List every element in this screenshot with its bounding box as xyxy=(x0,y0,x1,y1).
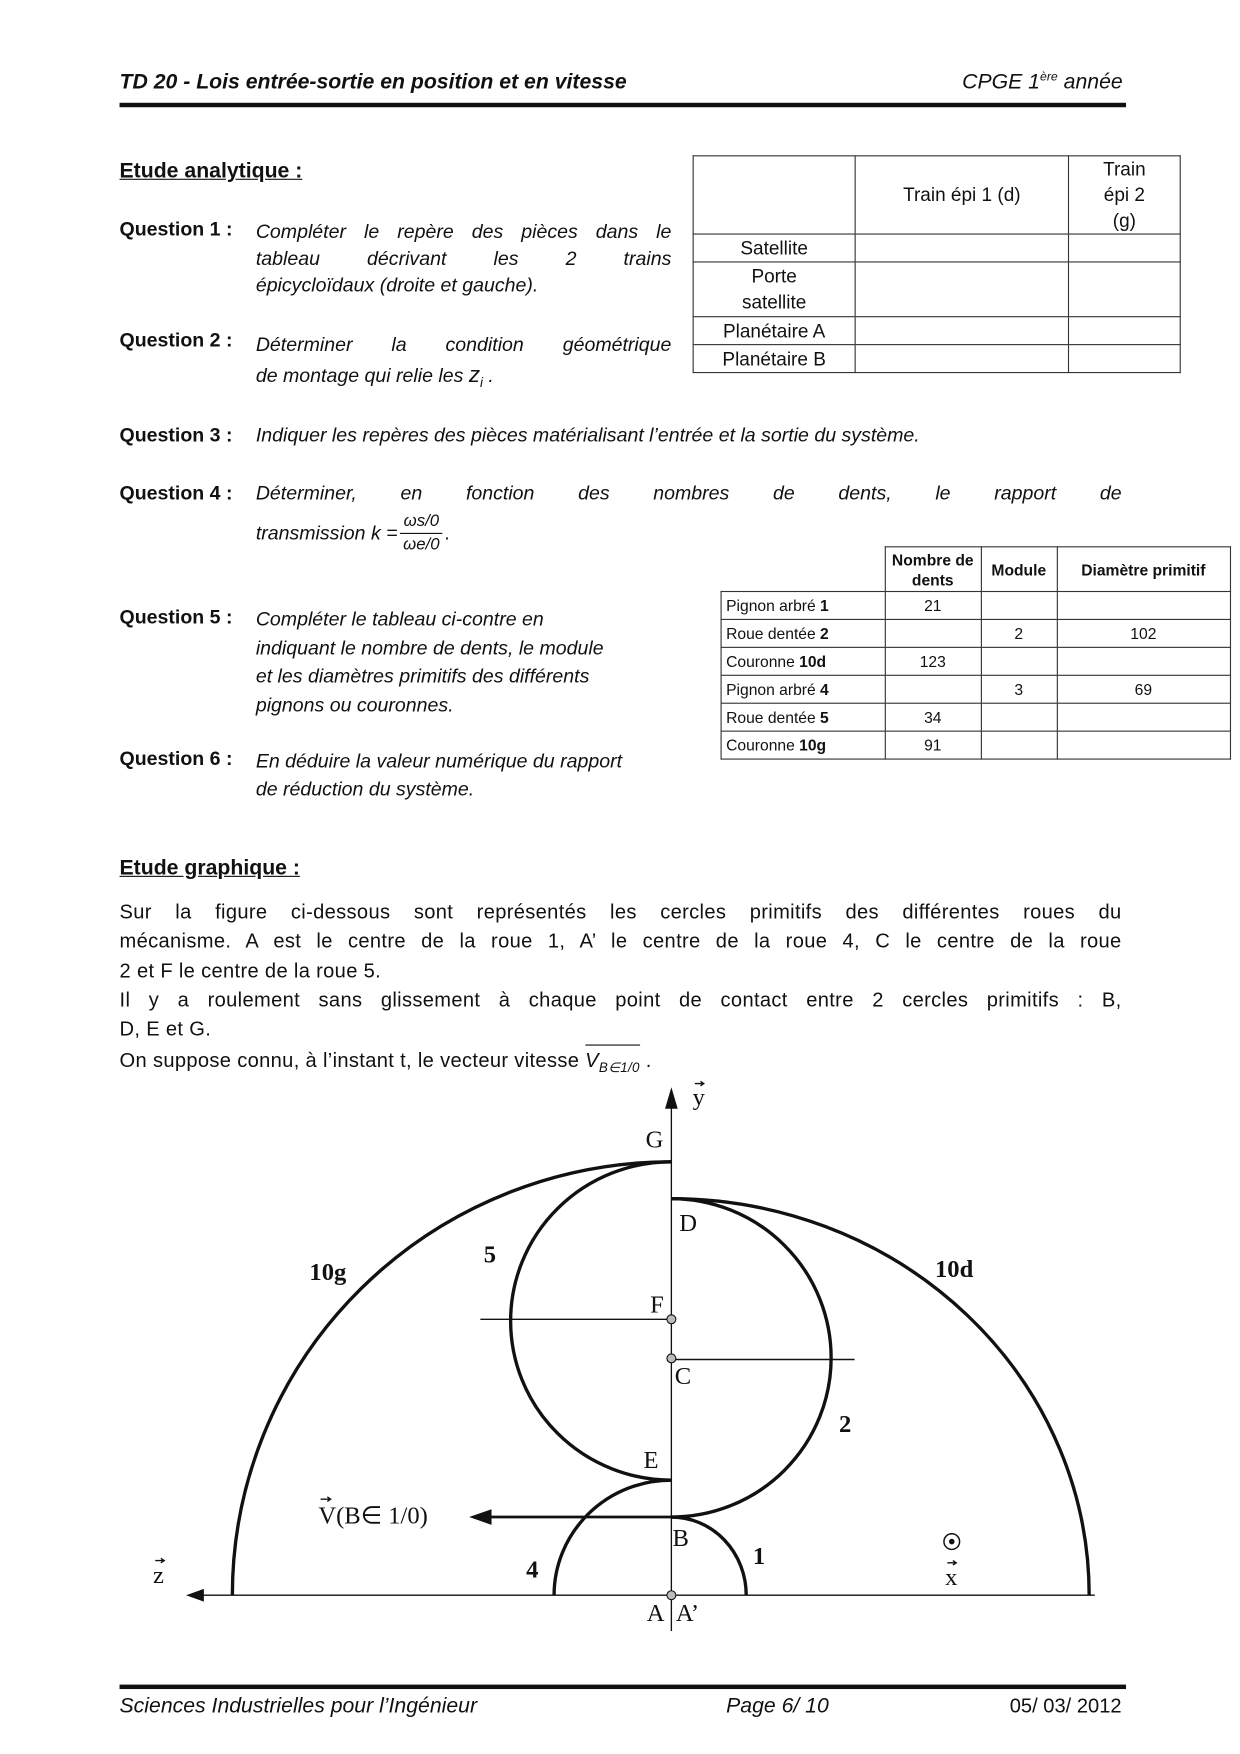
footer-rule xyxy=(120,1685,1127,1689)
teeth-cell[interactable]: 34 xyxy=(885,703,981,731)
label-a: A xyxy=(646,1598,665,1627)
q2-line: Déterminer la condition géométrique xyxy=(255,332,672,356)
z-axis-arrow-icon xyxy=(188,1590,204,1601)
gear-label: Couronne xyxy=(726,652,800,671)
q4-end: . xyxy=(445,521,451,545)
label-10d: 10d xyxy=(935,1254,974,1283)
q6-label: Question 6 : xyxy=(119,747,233,770)
paragraph-line: Sur la figure ci-dessous sont représentés les cercles primitifs des différentes roues du xyxy=(119,900,1122,923)
circle-10d xyxy=(671,1199,1089,1596)
label-4: 4 xyxy=(526,1555,539,1583)
class-suffix: année xyxy=(1057,70,1123,95)
table-row-label: Satellite xyxy=(693,234,855,262)
label-10g: 10g xyxy=(309,1257,347,1286)
q2-end: . xyxy=(482,364,494,387)
class-sup: ère xyxy=(1039,70,1058,84)
footer-left: Sciences Industrielles pour l’Ingénieur xyxy=(119,1694,478,1719)
circle-2 xyxy=(671,1199,831,1517)
q4-label: Question 4 : xyxy=(119,481,233,504)
label-g: G xyxy=(645,1124,664,1153)
table-header-cell: Train épi 1 (d) xyxy=(855,156,1068,234)
gear-number: 4 xyxy=(820,680,829,699)
gear-number: 10d xyxy=(799,652,827,671)
label-d: D xyxy=(679,1208,697,1237)
label-y: y xyxy=(692,1082,705,1111)
page-number: Page 6/ 10 xyxy=(726,1694,829,1719)
label-e: E xyxy=(643,1445,659,1474)
section-heading-graphique: Etude graphique : xyxy=(119,856,300,881)
footer-date: 05/ 03/ 2012 xyxy=(1009,1694,1122,1717)
x-axis-dot xyxy=(950,1539,954,1543)
teeth-cell[interactable]: 21 xyxy=(885,592,981,620)
paragraph-line: D, E et G. xyxy=(119,1017,212,1041)
diameter-cell[interactable]: 69 xyxy=(1057,675,1230,703)
label-1: 1 xyxy=(752,1541,766,1570)
q2-var: z xyxy=(468,363,480,388)
point-f xyxy=(667,1315,676,1324)
table-header-cell: Module xyxy=(981,547,1057,592)
table-row-label: Planétaire A xyxy=(693,317,855,345)
q5-label: Question 5 : xyxy=(119,605,233,628)
paragraph-line: Il y a roulement sans glissement à chaque point de contact entre 2 cercles primitifs : B, xyxy=(119,988,1122,1011)
label-a-prime: A’ xyxy=(675,1598,700,1627)
paragraph-line: mécanisme. A est le centre de la roue 1, A’ le centre de la roue 4, C le centre de la roue xyxy=(119,929,1122,953)
teeth-cell[interactable]: 123 xyxy=(885,647,981,675)
circle-4 xyxy=(554,1480,671,1595)
table-header-cell: Nombre de dents xyxy=(885,547,981,592)
label-velocity: V(B∈ 1/0) xyxy=(318,1501,428,1530)
table-row-label: Planétaire B xyxy=(693,345,855,373)
q4-numerator: ωs/0 xyxy=(400,511,443,534)
label-z: z xyxy=(153,1560,164,1589)
q3-label: Question 3 : xyxy=(119,423,233,446)
section-heading-analytique: Etude analytique : xyxy=(119,159,303,184)
label-2: 2 xyxy=(838,1409,852,1438)
label-f: F xyxy=(650,1290,664,1319)
label-c: C xyxy=(674,1361,692,1390)
velocity-vector: V xyxy=(585,1049,599,1072)
q5-line: Compléter le tableau ci-contre en xyxy=(255,607,544,631)
q5-line: indiquant le nombre de dents, le module xyxy=(255,636,604,659)
teeth-cell[interactable]: 91 xyxy=(885,731,981,759)
gear-label: Roue dentée xyxy=(726,624,821,643)
gear-number: 10g xyxy=(799,736,827,755)
velocity-vector-sub: B∈1/0 xyxy=(598,1060,640,1076)
y-axis-arrow-icon xyxy=(666,1089,677,1108)
q1-label: Question 1 : xyxy=(119,217,233,241)
circle-5 xyxy=(511,1162,672,1480)
document-title: TD 20 - Lois entrée-sortie en position et en vitesse xyxy=(119,70,627,94)
class-prefix: CPGE 1 xyxy=(962,70,1040,95)
gear-number: 5 xyxy=(820,708,829,727)
q5-line: et les diamètres primitifs des différents xyxy=(255,664,590,688)
q4-line2: transmission k = xyxy=(255,521,398,545)
gear-label: Roue dentée xyxy=(726,708,821,727)
gear-label: Couronne xyxy=(726,736,800,755)
paragraph-line: 2 et F le centre de la roue 5. xyxy=(119,959,382,982)
q2-sub: i xyxy=(479,374,483,391)
q5-line: pignons ou couronnes. xyxy=(255,693,454,716)
q1-line: tableau décrivant les 2 trains xyxy=(255,246,672,270)
q1-line: Compléter le repère des pièces dans le xyxy=(255,220,672,243)
label-x: x xyxy=(945,1562,958,1591)
q2-label: Question 2 : xyxy=(119,328,233,351)
point-a xyxy=(667,1591,676,1600)
velocity-arrowhead-icon xyxy=(469,1509,491,1525)
q4-denominator: ωe/0 xyxy=(403,535,440,555)
table-header-cell: Train épi 2 (g) xyxy=(1069,156,1181,234)
paragraph-line: On suppose connu, à l’instant t, le vecteur vitesse xyxy=(119,1049,586,1072)
vector-arrow-icons xyxy=(155,1081,956,1565)
paragraph-end: . xyxy=(639,1049,652,1072)
gear-number: 2 xyxy=(820,624,829,643)
table-header-cell: Diamètre primitif xyxy=(1057,547,1230,592)
q6-line: de réduction du système. xyxy=(255,777,475,800)
q2-line: de montage qui relie les xyxy=(255,364,469,387)
module-cell[interactable]: 3 xyxy=(981,675,1057,703)
module-cell[interactable]: 2 xyxy=(981,619,1057,647)
table-row-label: Porte satellite xyxy=(693,262,855,317)
q1-line: épicycloïdaux (droite et gauche). xyxy=(255,273,539,297)
gear-number: 1 xyxy=(820,596,829,615)
circle-10g xyxy=(232,1162,671,1595)
q4-line1: Déterminer, en fonction des nombres de dents, le rapport de xyxy=(255,481,1122,504)
q6-line: En déduire la valeur numérique du rapport xyxy=(255,749,623,772)
label-5: 5 xyxy=(483,1239,496,1268)
diameter-cell[interactable]: 102 xyxy=(1057,619,1230,647)
label-b: B xyxy=(672,1523,689,1552)
gear-label: Pignon arbré xyxy=(726,596,821,615)
gear-label: Pignon arbré xyxy=(726,680,821,699)
q3-text: Indiquer les repères des pièces matérialisant l’entrée et la sortie du système. xyxy=(255,423,920,446)
